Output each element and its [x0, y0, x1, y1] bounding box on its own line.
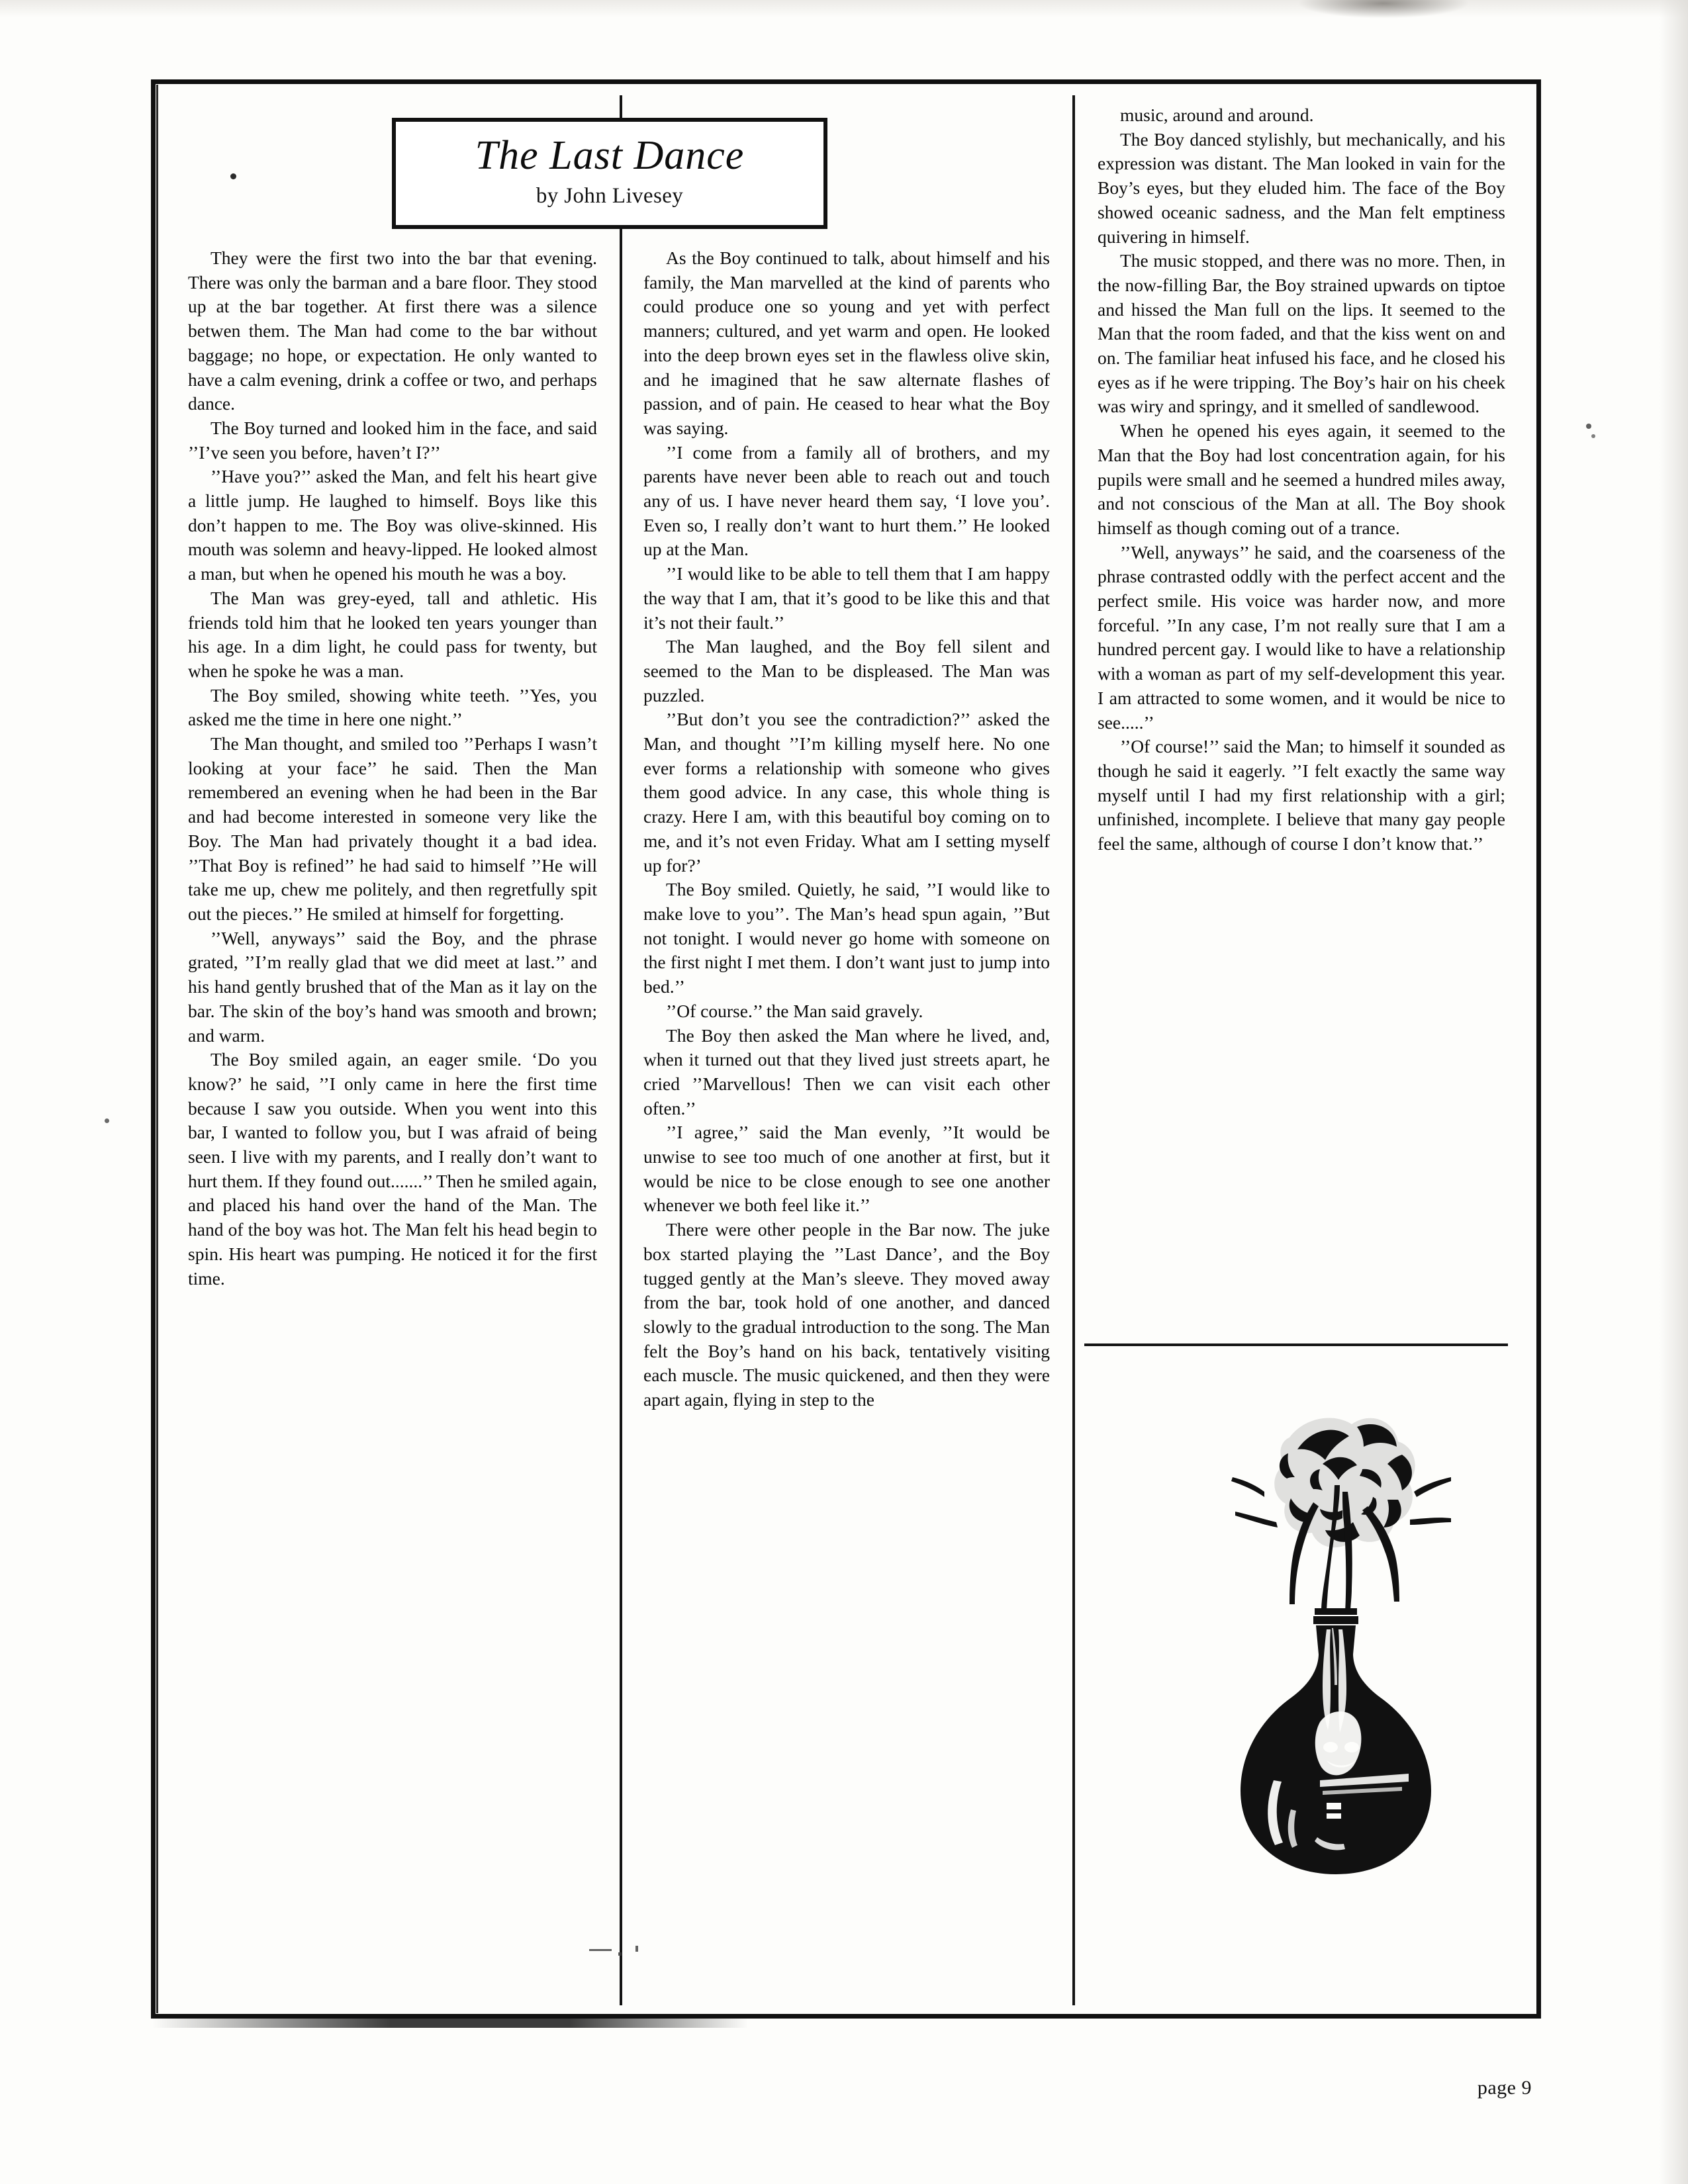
paragraph: The Boy smiled again, an eager smile. ‘Do you know?’ he said, ’’I only came in here the first time because I saw you outside. When you went into this bar, I wanted to follow you, but I was afraid of being seen. I live with my parents, and I really don’t want to hurt them. If they found out.......’’ Then he smiled again, and placed his hand over the hand of the Man. The hand of the boy was hot. The Man felt his head begin to spin. His heart was pumping. He noticed it for the first time.	[188, 1049, 597, 1289]
paragraph: They were the first two into the bar that evening. There was only the barman and a bare floor. They stood up at the bar together. At first there was a silence betwen them. The Man had come to the bar without baggage; no hope, or expectation. He only wanted to have a calm evening, drink a coffee or two, and perhaps dance.	[188, 248, 597, 414]
paragraph: ’’I would like to be able to tell them that I am happy the way that I am, that it’s good to be like this and that it’s not their fault.’’	[643, 563, 1050, 633]
scan-artifact	[635, 1946, 638, 1952]
paragraph: ’’I agree,’’ said the Man evenly, ’’It would be unwise to see too much of one another at first, but it would be nice to be close enough to see one another whenever we both feel like it.’’	[643, 1122, 1050, 1216]
illustration-block	[1084, 1343, 1508, 1926]
paragraph: ’’Well, anyways’’ he said, and the coarseness of the phrase contrasted oddly with the perfect accent and the perfect smile. His voice was harder now, and more forceful. ’’In any case, I’m not really sure that I am a hundred percent gay. I would like to have a relationship with a woman as part of my self-development this year. I am attracted to some women, and it would be nice to see.....’’	[1098, 541, 1505, 733]
paragraph: ’’Well, anyways’’ said the Boy, and the phrase grated, ’’I’m really glad that we did meet at last.’’ and his hand gently brushed that of the Man as it lay on the bar. The skin of the boy’s hand was smooth and brown; and warm.	[188, 927, 597, 1046]
paragraph: The Boy turned and looked him in the face, and said ’’I’ve seen you before, haven’t I?’’	[188, 417, 597, 463]
paragraph: As the Boy continued to talk, about himself and his family, the Man marvelled at the kind of parents who could produce one so young and yet with perfect manners; cultured, and yet warm and open. He looked into the deep brown eyes set in the flawless olive skin, and he imagined that he saw alternate flashes of passion, and of pain. He ceased to hear what the Boy was saying.	[643, 248, 1050, 438]
page-number: page 9	[1477, 2077, 1532, 2099]
article-columns	[167, 95, 1525, 2005]
scan-edge-shading-right	[1659, 0, 1688, 2184]
paragraph: ’’Have you?’’ asked the Man, and felt his heart give a little jump. He laughed to himself. Boys like this don’t happen to me. The Boy was olive-skinned. His mouth was solemn and heavy-lipped. He looked almost a man, but when he opened his mouth he was a boy.	[188, 466, 597, 584]
paragraph: There were other people in the Bar now. The juke box started playing the ’’Last Dance’, and the Boy tugged gently at the Man’s sleeve. They moved away from the bar, took hold of one another, and danced slowly to the gradual introduction to the song. The Man felt the Boy’s hand on his back, tentatively visiting each muscle. The music quickened, and then they were apart again, flying in step to the	[643, 1219, 1050, 1410]
paragraph: The Man was grey-eyed, tall and athletic. His friends told him that he looked ten years younger than his age. In a dim light, he could pass for twenty, but when he spoke he was a man.	[188, 587, 597, 681]
scan-artifact	[589, 1949, 612, 1951]
paragraph: music, around and around.	[1120, 105, 1314, 125]
paragraph: ’’I come from a family all of brothers, and my parents have never been able to reach out and touch any of us. I have never heard them say, ‘I love you’. Even so, I really don’t want to hurt them.’’ He looked up at the Man.	[643, 441, 1050, 560]
text-column-one	[167, 95, 620, 2005]
scan-speck	[1586, 424, 1591, 429]
article-title-plaque	[392, 118, 827, 229]
paragraph: The Boy danced stylishly, but mechanically, and his expression was distant. The Man looked in vain for the Boy’s eyes, but they eluded him. The face of the Boy showed oceanic sadness, and the Man felt emptiness quivering in himself.	[1098, 128, 1505, 247]
column-two-body	[643, 95, 1050, 1412]
vase-with-flowers-illustration	[1124, 1386, 1468, 1889]
paragraph: The music stopped, and there was no more. Then, in the now-filling Bar, the Boy strained upwards on tiptoe and hissed the Man full on the lips. It seemed to the Man that the room faded, and that the kiss went on and on. The familiar heat infused his face, and he closed his eyes as if he were tripping. The Boy’s hair on his cheek was wiry and springy, and it smelled of sandlewood.	[1098, 250, 1505, 417]
paragraph: The Boy smiled. Quietly, he said, ’’I would like to make love to you’’. The Man’s head spun again, ’’But not tonight. I would never go home with someone on the first night I met them. I don’t want just to jump into bed.’’	[643, 879, 1050, 997]
paragraph: ’’But don’t you see the contradiction?’’ asked the Man, and thought ’’I’m killing myself here. No one ever forms a relationship with someone who gives them good advice. In any case, this whole thing is crazy. Here I am, with this beautiful boy coming on to me, and it’s not even Friday. What am I setting myself up for?’	[643, 709, 1050, 876]
paragraph: ’’Of course!’’ said the Man; to himself it sounded as though he said it eagerly. ’’I felt exactly the same way myself until I had my first relationship with a girl; unfinished, incomplete. I believe that many gay people feel the same, although of course I don’t know that.’’	[1098, 736, 1505, 854]
paragraph: The Boy smiled, showing white teeth. ’’Yes, you asked me the time in here one night.’’	[188, 684, 597, 730]
scan-artifact	[618, 1952, 622, 1956]
column-three-body	[1098, 95, 1505, 856]
scan-smudge-top	[1297, 0, 1470, 19]
article-byline: by John Livesey	[536, 184, 684, 208]
scan-edge-shading-bottom	[152, 2019, 748, 2028]
column-one-body	[188, 95, 597, 1291]
text-column-two	[620, 95, 1072, 2005]
paragraph: ’’Of course.’’ the Man said gravely.	[666, 1000, 923, 1021]
paragraph: When he opened his eyes again, it seemed to the Man that the Boy had lost concentration again, for his pupils were small and he seemed a hundred miles away, and not conscious of the Man at all. The Boy shook himself as though coming out of a trance.	[1098, 420, 1505, 538]
paragraph: The Man thought, and smiled too ’’Perhaps I wasn’t looking at your face’’ he said. Then the Man remembered an evening when he had been in the Bar and had become interested in someone very like the Boy. The Man had privately thought it a bad idea. ’’That Boy is refined’’ he had said to himself ’’He will take me up, chew me politely, and then regretfully spit out the pieces.’’ He smiled at himself for forgetting.	[188, 733, 597, 924]
paragraph: The Boy then asked the Man where he lived, and, when it turned out that they lived just streets apart, he cried ’’Marvellous! Then we can visit each other often.’’	[643, 1024, 1050, 1118]
paragraph: The Man laughed, and the Boy fell silent and seemed to the Man to be displeased. The Man was puzzled.	[643, 636, 1050, 705]
text-column-three	[1072, 95, 1525, 2005]
scan-speck	[1591, 434, 1595, 438]
page-title: The Last Dance	[475, 133, 745, 178]
scan-speck	[105, 1118, 109, 1123]
